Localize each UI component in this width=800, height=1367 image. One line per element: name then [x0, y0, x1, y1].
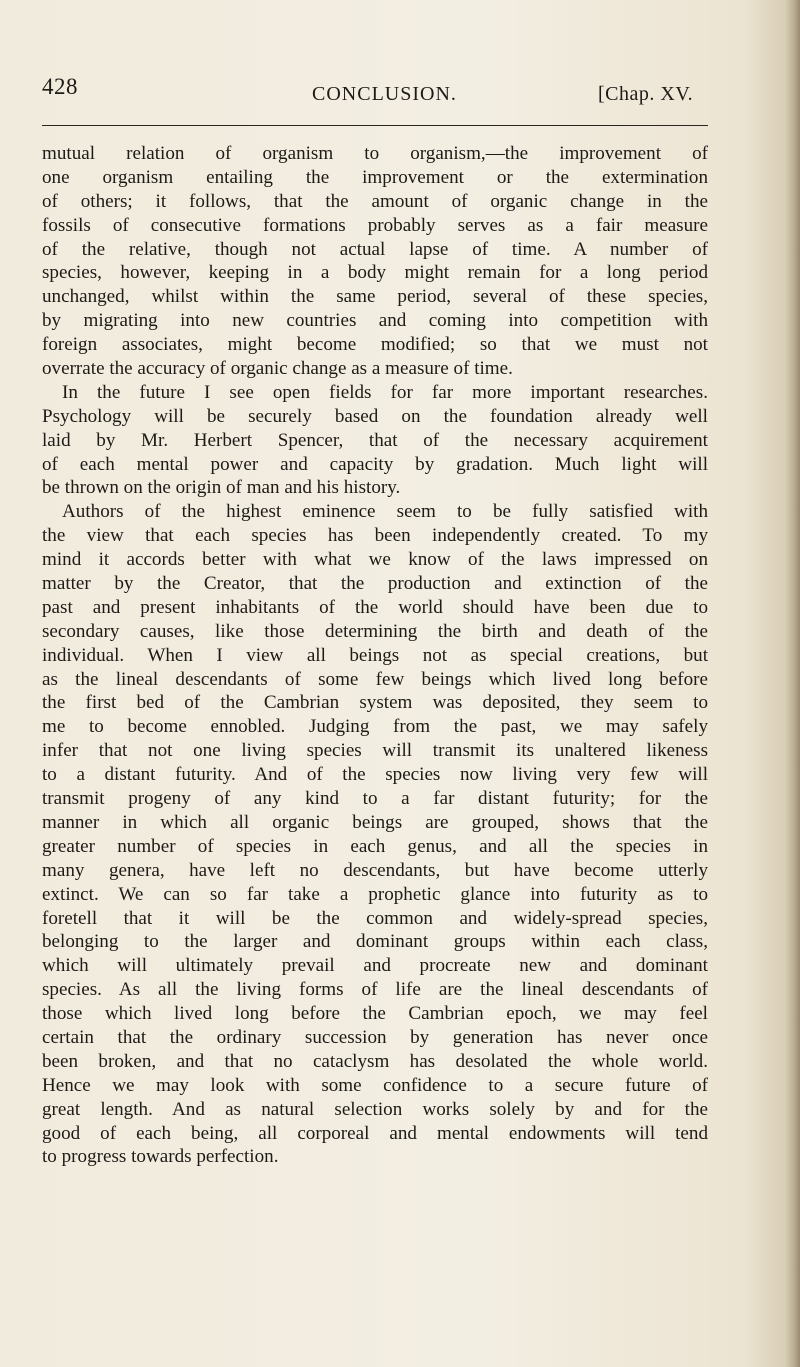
- text-line: to progress towards perfection.: [42, 1146, 279, 1168]
- text-line: be thrown on the origin of man and his history.: [42, 477, 401, 499]
- running-title: CONCLUSION.: [312, 83, 457, 105]
- text-line: individual. When I view all beings not as special creations, but: [42, 644, 708, 666]
- text-line: belonging to the larger and dominant groups within each class,: [42, 931, 708, 953]
- text-line: unchanged, whilst within the same period, several of these species,: [42, 286, 708, 308]
- text-line: overrate the accuracy of organic change as a measure of time.: [42, 358, 513, 380]
- text-line: of others; it follows, that the amount of organic change in the: [42, 190, 708, 212]
- text-line: to a distant futurity. And of the species now living very few will: [42, 764, 708, 786]
- text-line: the first bed of the Cambrian system was deposited, they seem to: [42, 692, 708, 714]
- text-line: Authors of the highest eminence seem to be fully satisfied with: [62, 501, 708, 523]
- text-line: which will ultimately prevail and procreate new and dominant: [42, 955, 708, 977]
- text-line: one organism entailing the improvement or the extermination: [42, 166, 708, 188]
- text-line: me to become ennobled. Judging from the past, we may safely: [42, 716, 708, 738]
- text-line: laid by Mr. Herbert Spencer, that of the necessary acquirement: [42, 429, 708, 451]
- text-line: the view that each species has been independently created. To my: [42, 525, 708, 547]
- text-line: good of each being, all corporeal and mental endowments will tend: [42, 1122, 708, 1144]
- text-line: extinct. We can so far take a prophetic glance into futurity as to: [42, 883, 708, 905]
- text-line: matter by the Creator, that the production and extinction of the: [42, 573, 708, 595]
- text-line: fossils of consecutive formations probably serves as a fair measure: [42, 214, 708, 236]
- text-line: Psychology will be securely based on the foundation already well: [42, 405, 708, 427]
- text-line: secondary causes, like those determining the birth and death of the: [42, 620, 708, 642]
- text-line: mutual relation of organism to organism,—the improvement of: [42, 143, 708, 164]
- body-text: [42, 142, 708, 1169]
- text-line: past and present inhabitants of the world should have been due to: [42, 596, 708, 618]
- text-line: infer that not one living species will transmit its unaltered likeness: [42, 740, 708, 762]
- text-line: great length. And as natural selection works solely by and for the: [42, 1098, 708, 1120]
- text-line: of the relative, though not actual lapse of time. A number of: [42, 238, 708, 260]
- text-line: greater number of species in each genus, and all the species in: [42, 835, 708, 857]
- text-line: of each mental power and capacity by gradation. Much light will: [42, 453, 708, 475]
- text-line: foreign associates, might become modified; so that we must not: [42, 334, 708, 356]
- text-line: by migrating into new countries and coming into competition with: [42, 310, 708, 332]
- header-rule: [42, 125, 708, 126]
- text-line: been broken, and that no cataclysm has desolated the whole world.: [42, 1050, 708, 1072]
- text-line: In the future I see open fields for far more important researches.: [62, 381, 708, 403]
- text-line: foretell that it will be the common and widely-spread species,: [42, 907, 708, 929]
- chapter-reference: [Chap. XV.: [598, 83, 694, 105]
- text-line: those which lived long before the Cambrian epoch, we may feel: [42, 1003, 708, 1025]
- text-line: manner in which all organic beings are grouped, shows that the: [42, 811, 708, 833]
- text-line: many genera, have left no descendants, but have become utterly: [42, 859, 708, 881]
- text-line: transmit progeny of any kind to a far distant futurity; for the: [42, 788, 708, 810]
- text-line: Hence we may look with some confidence to a secure future of: [42, 1074, 708, 1096]
- page-number: 428: [42, 74, 78, 99]
- text-line: mind it accords better with what we know of the laws impressed on: [42, 549, 708, 571]
- page-edge-shadow: [786, 0, 800, 1367]
- text-line: certain that the ordinary succession by generation has never once: [42, 1026, 708, 1048]
- text-line: as the lineal descendants of some few beings which lived long before: [42, 668, 708, 690]
- text-line: species. As all the living forms of life are the lineal descendants of: [42, 979, 708, 1001]
- page-header: [42, 74, 712, 114]
- text-line: species, however, keeping in a body might remain for a long period: [42, 262, 708, 284]
